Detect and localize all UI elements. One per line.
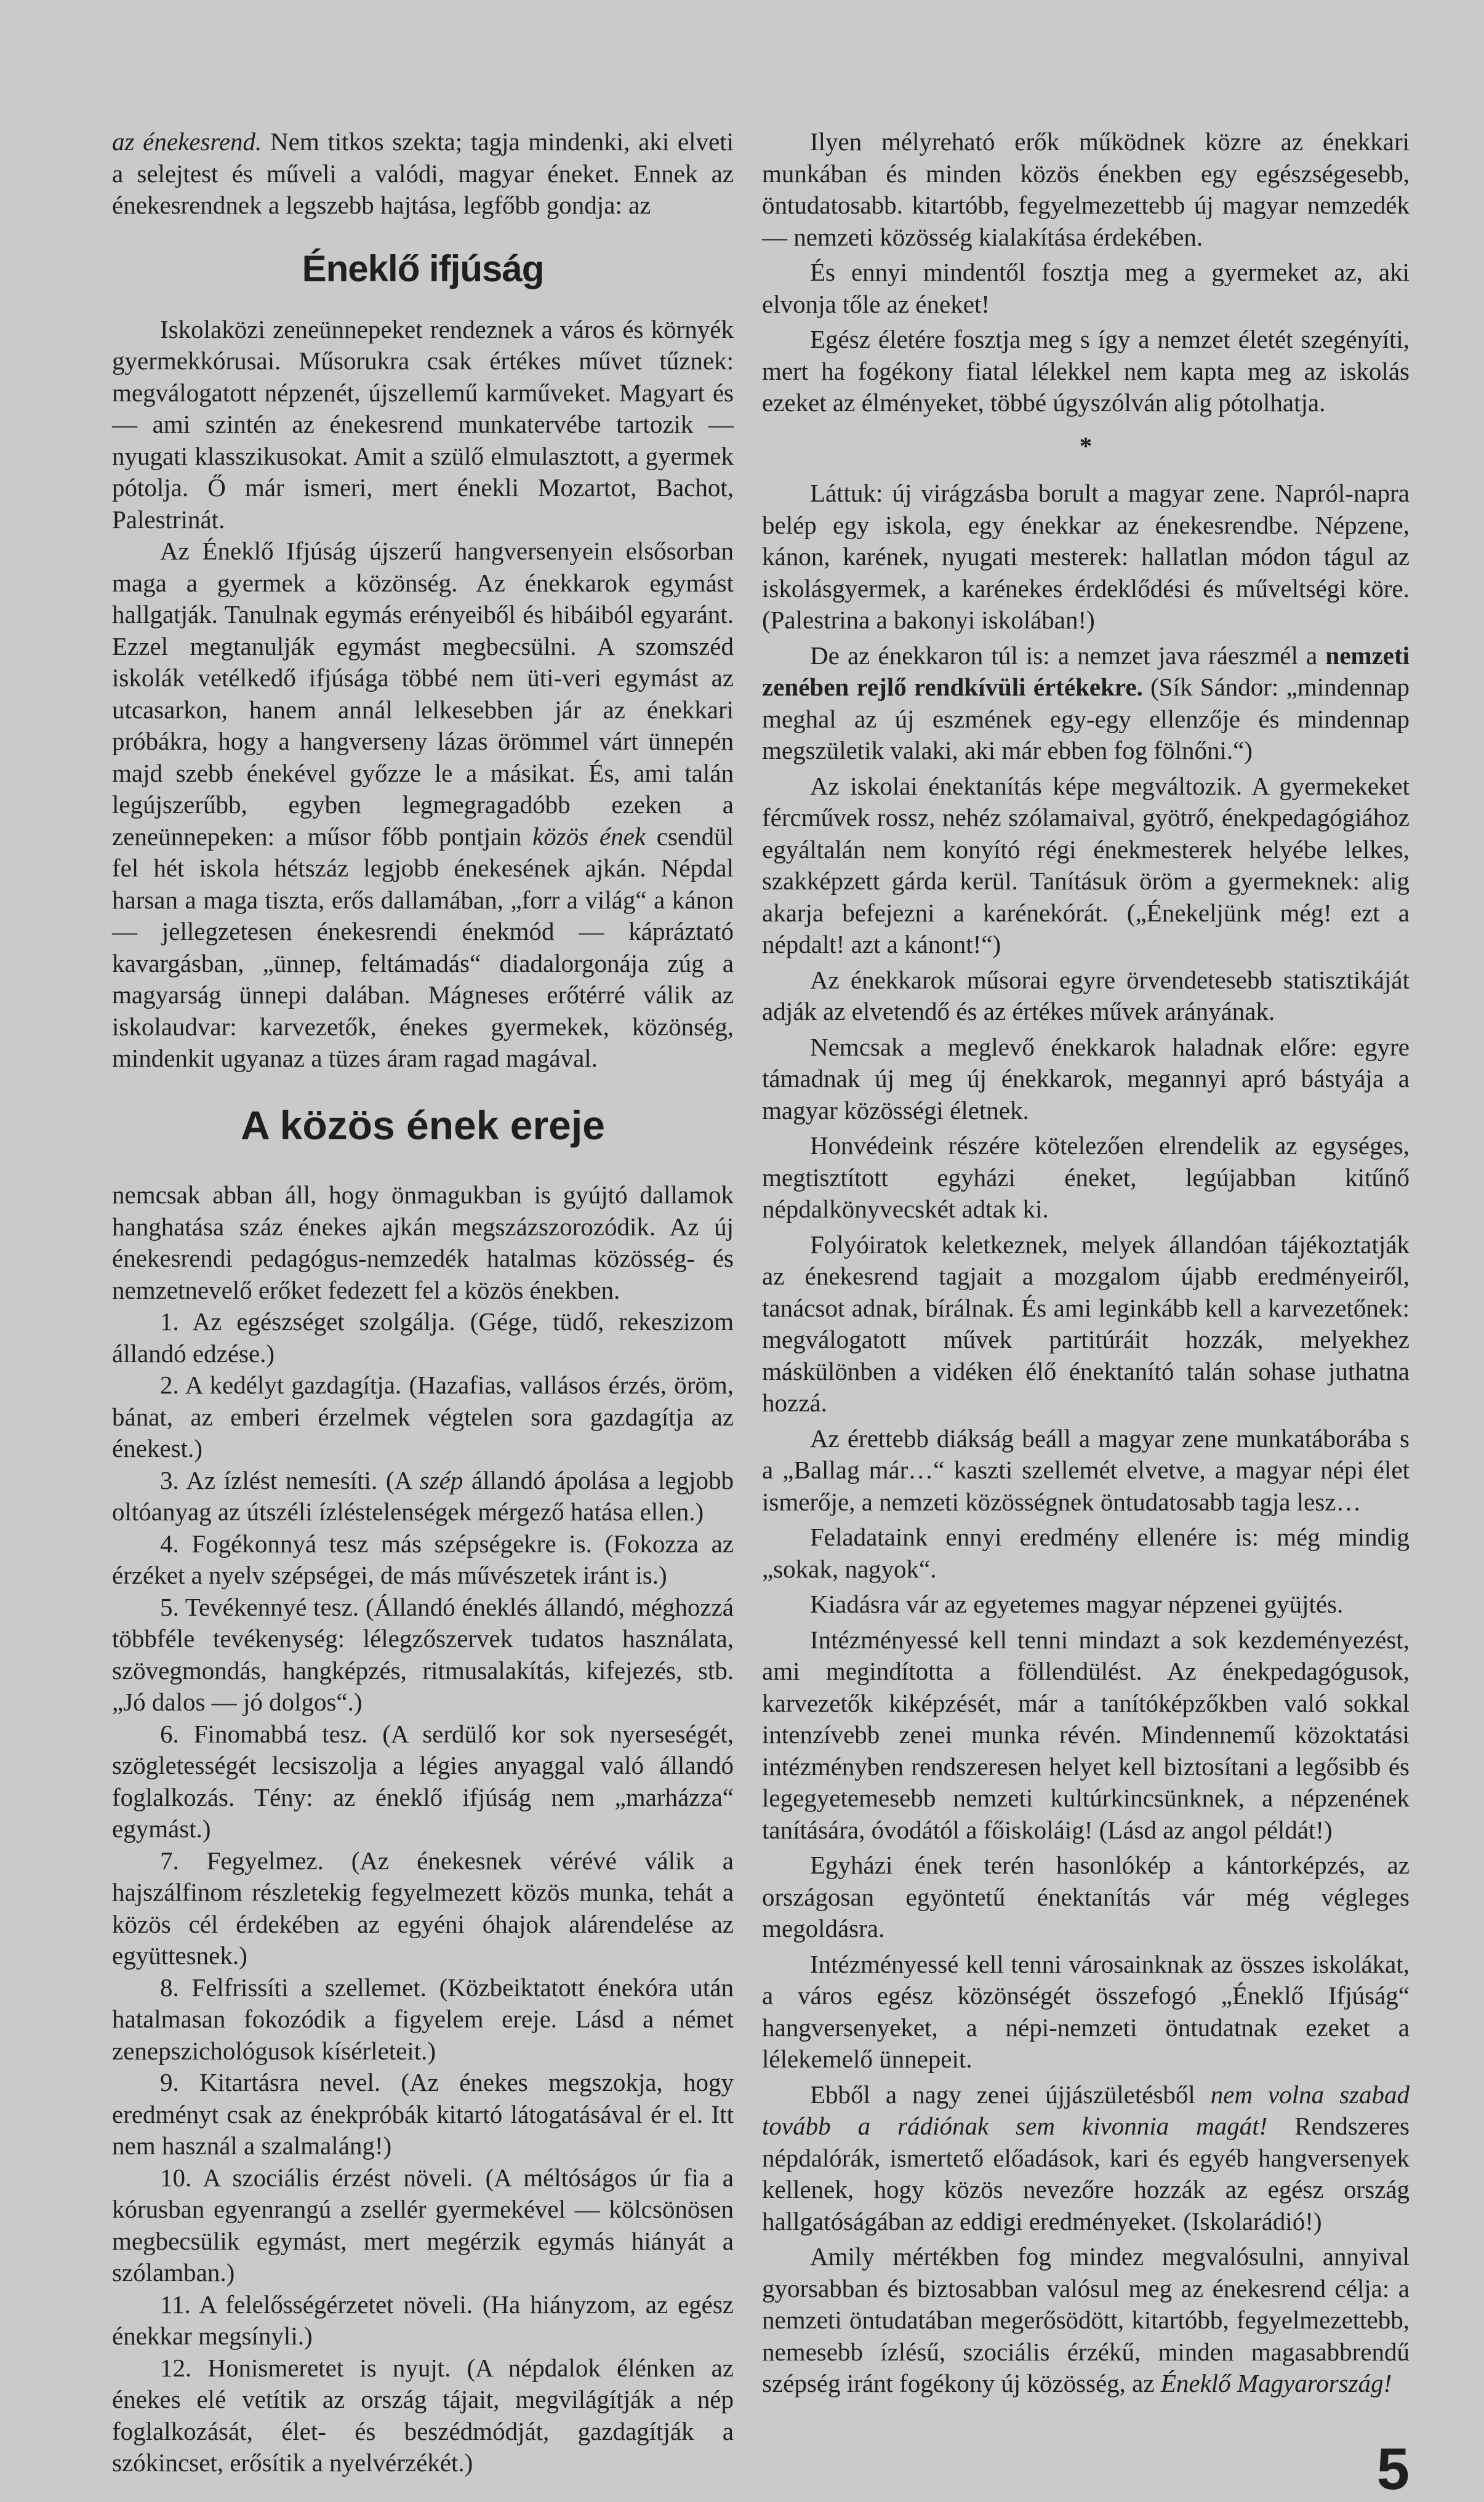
italic-text: Éneklő Magyarország! [1160,2369,1392,2397]
page-number: 5 [1376,2436,1410,2502]
text-run: Az érettebb diákság beáll a magyar zene munkatáborába s a „Ballag már…“ kaszti szellemét elvetve, a magyar népi élet ismerője, a nemzeti közösségnek öntudatosabb tagja lesz… [762,1424,1410,1516]
section-heading [112,1103,734,1148]
paragraph [112,1306,734,1369]
text-run: 6. Finomabbá tesz. (A serdülő kor sok nyerseségét, szögletességét lecsiszolja a légies anyaggal való állandó foglalkozás. Tény: az éneklő ifjúság nem „marházza“ egymást.) [112,1719,734,1843]
bold-text: nemzeti zenében rejlő rendkívüli értékekre. [762,641,1410,701]
text-run: Éneklő ifjúság [302,247,544,289]
paragraph [762,964,1410,1028]
left-column [112,126,734,2479]
paragraph [762,2241,1410,2400]
text-run: Az Éneklő Ifjúság újszerű hangversenyein elsősorban maga a gyermek a közönség. Az énekkarok egymást hallgatják. Tanulnak egymás erényeiből és hibáiból egyaránt. Ezzel megtanulják egymást megbecsülni. A szomszéd iskolák vetélkedő ifjúsága többé nem üti-veri egymást az utcasarkon, hanem annál lelkesebben jár az énekkari próbákra, hogy a hangverseny lázas örömmel várt ünnepén majd szebb énekével győzze le a másikat. És, ami talán legújszerűbb, egyben legmegragadóbb ezeken a zeneünnepeken: a műsor főbb pontjain [112,537,734,851]
text-run: A közös ének ereje [241,1102,605,1148]
paragraph [112,2289,734,2352]
text-run: Az énekkarok műsorai egyre örvendetesebb statisztikáját adják az elvetendő és az értékes művek arányának. [762,965,1410,1025]
text-run: Intézményessé kell tenni városainknak az összes iskolákat, a város egész közönségét összefogó „Éneklő Ifjúság“ hangversenyeket, a népi-nemzeti öntudatnak ezeket a lélekemelő ünnepeit. [762,1949,1410,2073]
paragraph [762,1229,1410,1419]
text-run: Egyházi ének terén hasonlókép a kántorképzés, az országosan egyöntetű énektanítás vár még végleges megoldásra. [762,1851,1410,1943]
italic-text: közös ének [532,822,646,851]
paragraph [762,1949,1410,2075]
text-run: nemcsak abban áll, hogy önmagukban is gyújtó dallamok hanghatása száz énekes ajkán megszázszorozódik. Az új énekesrendi pedagógus-nemzedék hatalmas közösség- és nemzetnevelő erőket fedezett fel a közös énekben. [112,1181,734,1304]
section-heading [112,249,734,289]
paragraph [112,2352,734,2479]
italic-text: az énekesrend. [112,127,262,156]
text-run: Iskolaközi zeneünnepeket rendeznek a város és környék gyermekkórusai. Műsorukra csak értékes művet tűznek: megválogatott népzenét, újszellemű karműveket. Magyart és — ami szintén az énekesrend munkatervébe tartozik — nyugati klasszikusokat. Amit a szülő elmulasztott, a gyermek pótolja. Ő már ismeri, mert énekli Mozartot, Bachot, Palestrinát. [112,315,734,534]
text-run: Láttuk: új virágzásba borult a magyar zene. Napról-napra belép egy iskola, egy énekkar az énekesrendbe. Népzene, kánon, karének, nyugati mesterek: hallatlan módon tágul az iskolásgyermek, a karénekes érdeklődési és műveltségi köre. (Palestrina a bakonyi iskolában!) [762,479,1410,634]
paragraph [762,1032,1410,1127]
paragraph [112,1592,734,1718]
paragraph [762,640,1410,767]
text-run: Ebből a nagy zenei újjászületésből [810,2080,1211,2109]
paragraph [762,478,1410,636]
paragraph [762,126,1410,253]
paragraph [112,126,734,222]
text-run: csendül fel hét iskola hétszáz legjobb énekesének ajkán. Népdal harsan a maga tiszta, erős dallamában, „forr a világ“ a kánon — jellegzetesen énekesrendi énekmód — kápráztató kavargásban, „ünnep, feltámadás“ diadalorgonája zúg a magyarság ünnepi dalában. Mágneses erőtérré válik az iskolaudvar: karvezetők, énekes gyermekek, közönség, mindenkit ugyanaz a tüzes áram ragad magával. [112,822,734,1072]
paragraph [762,1850,1410,1945]
paragraph [112,1845,734,1972]
paragraph [762,257,1410,320]
text-run: 9. Kitartásra nevel. (Az énekes megszokja, hogy eredményt csak az énekpróbák kitartó látogatásával ér el. Itt nem használ a szalmaláng!) [112,2068,734,2160]
paragraph [112,1528,734,1592]
right-column-text [762,126,1410,2400]
italic-text: nem volna szabad tovább a rádiónak sem kivonnia magát! [762,2080,1410,2140]
text-run: 2. A kedélyt gazdagítja. (Hazafias, vallásos érzés, öröm, bánat, az emberi érzelmek végtelen sora gazdagítja az énekest.) [112,1371,734,1463]
text-run: Nem titkos szekta; tagja mindenki, aki elveti a selejtest és műveli a valódi, magyar éneket. Ennek az énekesrendnek a legszebb hajtása, legfőbb gondja: az [112,127,734,219]
text-run: Honvédeink részére kötelezően elrendelik az egységes, megtisztított egyházi éneket, legújabban kitűnő népdalkönyvecskét adtak ki. [762,1131,1410,1223]
text-run: 4. Fogékonnyá tesz más szépségekre is. (Fokozza az érzéket a nyelv szépségei, de más művészetek iránt is.) [112,1529,734,1590]
paragraph [112,1179,734,1306]
paragraph [762,771,1410,961]
text-run: Nemcsak a meglevő énekkarok haladnak előre: egyre támadnak új meg új énekkarok, megannyi apró bástyája a magyar közösségi életnek. [762,1032,1410,1125]
text-run: 5. Tevékennyé tesz. (Állandó éneklés állandó, méghozzá többféle tevékenység: lélegzőszervek tudatos használata, szövegmondás, hangképzés, ritmusalakítás, kifejezés, stb. „Jó dalos — jó dolgos“.) [112,1592,734,1717]
paragraph [112,1718,734,1845]
paragraph [762,1522,1410,1585]
text-run: És ennyi mindentől fosztja meg a gyermeket az, aki elvonja tőle az éneket! [762,258,1410,318]
text-run: 10. A szociális érzést növeli. (A méltóságos úr fia a kórusban egyenrangú a zsellér gyermekével — kölcsönösen megbecsülik egymást, mert megérzik egymás hiányát a szólamban.) [112,2163,734,2287]
paragraph [112,2067,734,2162]
right-column [762,126,1410,2501]
text-run: Folyóiratok keletkeznek, melyek állandóan tájékoztatják az énekesrend tagjait a mozgalom újabb eredményeiről, tanácsot adnak, bírálnak. És ami leginkább kell a karvezetőnek: megválogatott művek partitúráit hozzák, melyekhez máskülönben a vidéken élő énektanító talán sohase juthatna hozzá. [762,1230,1410,1417]
text-run: Egész életére fosztja meg s így a nemzet életét szegényíti, mert ha fogékony fiatal lélekkel nem kapta meg az iskolás ezeket az élményeket, többé úgyszólván alig pótolhatja. [762,325,1410,417]
paragraph [112,314,734,536]
text-run: (Sík Sándor: „mindennap meghal az új eszmének egy-egy ellenzője és mindennap megszületik valaki, aki már ebben fog fölnőni.“) [762,673,1410,764]
text-run: Amily mértékben fog mindez megvalósulni, annyival gyorsabban és biztosabban valósul meg az énekesrend célja: a nemzeti öntudatában megerősödött, kitartóbb, fegyelmezettebb, nemesebb ízlésű, szociális érzékű, minden magasabbrendű szépség iránt fogékony új közösség, az [762,2242,1410,2397]
text-run: De az énekkaron túl is: a nemzet java ráeszmél a [810,641,1326,670]
text-run: Az iskolai énektanítás képe megváltozik. A gyermekeket fércművek rossz, nehéz szólamaival, gyötrő, énekpedagógiához egyáltalán nem konyító régi énekmesterek helyébe lelkes, szakképzett gárda kerül. Tanításuk öröm a gyermeknek: alig akarja befejezni a karénekórát. („Énekeljünk még! ezt a népdalt! azt a kánont!“) [762,771,1410,958]
italic-text: szép [419,1466,463,1494]
text-run: 8. Felfrissíti a szellemet. (Közbeiktatott énekóra után hatalmasan fokozódik a figyelem ereje. Lásd a német zenepszichológusok kísérleteit.) [112,1973,734,2065]
paragraph [112,535,734,1075]
paragraph [112,2162,734,2289]
paragraph [762,1423,1410,1518]
text-run: 12. Honismeretet is nyujt. (A népdalok élénken az énekes elé vetítik az ország tájait, megvilágítják a nép foglalkozását, élet- és beszédmódját, gazdagítják a szókincset, erősítik a nyelvérzékét.) [112,2353,734,2477]
text-run: Feladataink ennyi eredmény ellenére is: még mindig „sokak, nagyok“. [762,1523,1410,1583]
text-run: állandó ápolása a legjobb oltóanyag az útszéli ízléstelenségek mérgező hatása ellen.) [112,1466,734,1526]
paragraph [112,1369,734,1465]
section-separator [762,430,1410,462]
text-run: Ilyen mélyreható erők működnek közre az énekkari munkában és minden közös énekben egy egészségesebb, öntudatosabb. kitartóbb, fegyelmezettebb új magyar nemzedék — nemzeti közösség kialakítása érdekében. [762,127,1410,251]
text-run: Rendszeres népdalórák, ismertető előadások, kari és egyéb hangversenyek kellenek, hogy közös nevezőre hozzák az egész ország hallgatóságában az eddigi eredményeket. (Iskolarádió!) [762,2112,1410,2235]
text-run: * [1079,431,1093,460]
text-run: 11. A felelősségérzetet növeli. (Ha hiányzom, az egész énekkar megsínyli.) [112,2290,734,2351]
paragraph [112,1972,734,2067]
paragraph [762,1624,1410,1846]
text-run: Kiadásra vár az egyetemes magyar népzenei gyüjtés. [810,1590,1344,1618]
text-run: 7. Fegyelmez. (Az énekesnek vérévé válik a hajszálfinom részletekig fegyelmezett közös munka, tehát a közös cél érdekében az egyéni óhajok alárendelése az együttesnek.) [112,1846,734,1970]
paragraph [762,2079,1410,2238]
paragraph [762,1589,1410,1621]
text-run: 1. Az egészséget szolgálja. (Gége, tüdő, rekeszizom állandó edzése.) [112,1307,734,1368]
paragraph [112,1465,734,1528]
paragraph [762,1130,1410,1225]
text-run: Intézményessé kell tenni mindazt a sok kezdeményezést, ami megindította a föllendülést. Az énekpedagógusok, karvezetők kiképzését, már a tanítóképzőkben való sokkal intenzívebb zenei munka révén. Mindennemű közoktatási intézményben rendszeresen helyet kell biztosítani a legősibb és legegyetemesebb nemzeti kultúrkincsünknek, a népzenének tanítására, óvodától a főiskoláig! (Lásd az angol példát!) [762,1625,1410,1844]
text-run: 3. Az ízlést nemesíti. (A [160,1466,420,1494]
paragraph [762,324,1410,419]
